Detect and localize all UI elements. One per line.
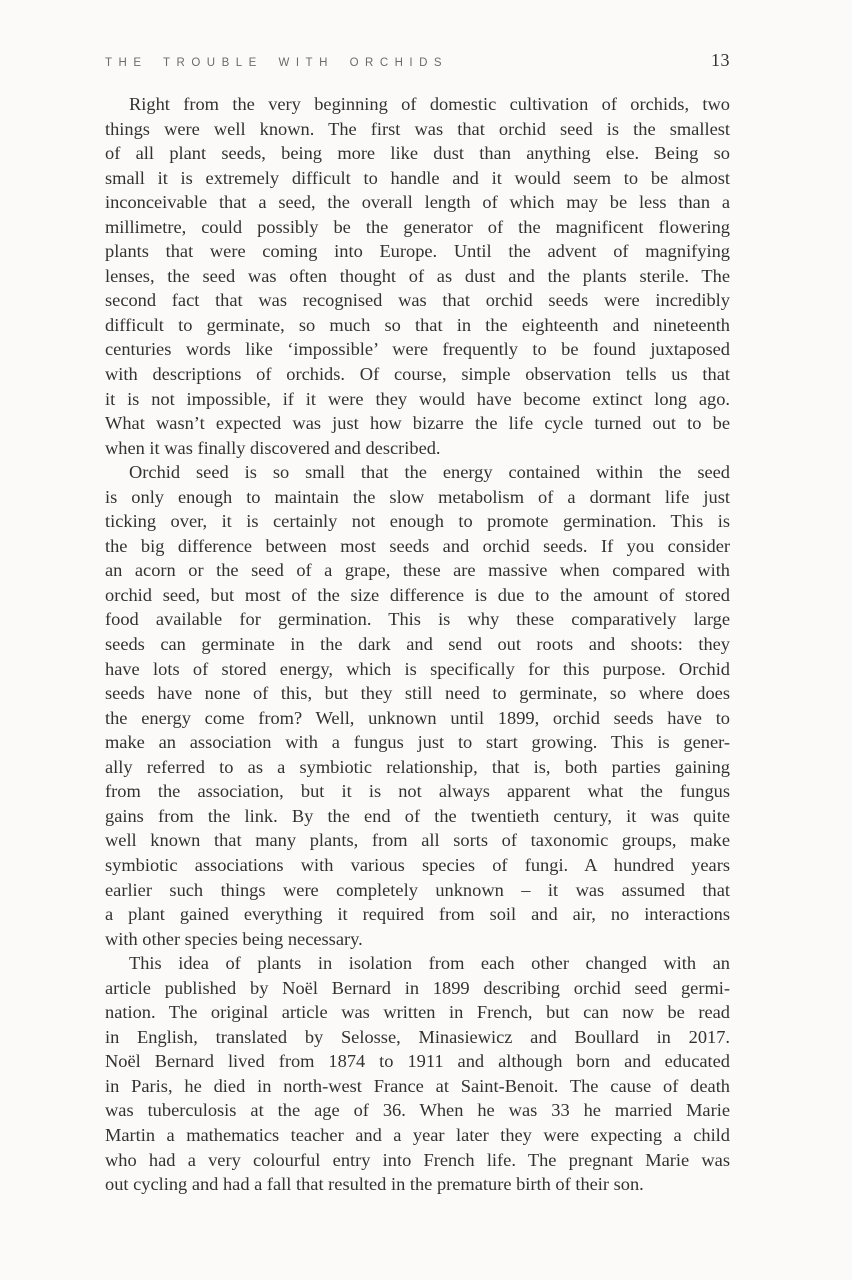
text-line: What wasn’t expected was just how bizarre the life cycle turned out to be — [105, 413, 730, 434]
text-line: seeds can germinate in the dark and send out roots and shoots: they — [105, 634, 730, 655]
page-number: 13 — [711, 50, 730, 70]
text-line: from the association, but it is not always apparent what the fungus — [105, 781, 730, 802]
text-line: with other species being necessary. — [105, 928, 363, 949]
text-line: nation. The original article was written in French, but can now be read — [105, 1002, 730, 1023]
text-line: food available for germination. This is why these comparatively large — [105, 609, 730, 630]
text-line: when it was finally discovered and described. — [105, 437, 441, 458]
text-line: in Paris, he died in north-west France at Saint-Benoit. The cause of death — [105, 1075, 730, 1096]
text-line: is only enough to maintain the slow metabolism of a dormant life just — [105, 486, 730, 507]
text-line: things were well known. The first was that orchid seed is the smallest — [105, 118, 730, 139]
text-line: difficult to germinate, so much so that in the eighteenth and nineteenth — [105, 314, 730, 335]
text-line: the big difference between most seeds and orchid seeds. If you consider — [105, 535, 730, 556]
text-line: Right from the very beginning of domestic cultivation of orchids, two — [129, 94, 730, 114]
text-line: ticking over, it is certainly not enough to promote germination. This is — [105, 511, 730, 532]
text-line: Martin a mathematics teacher and a year later they were expecting a child — [105, 1124, 730, 1145]
text-line: in English, translated by Selosse, Minasiewicz and Boullard in 2017. — [105, 1026, 730, 1047]
text-line: inconceivable that a seed, the overall length of which may be less than a — [105, 192, 730, 213]
text-line: second fact that was recognised was that orchid seeds were incredibly — [105, 290, 730, 311]
text-line: centuries words like ‘impossible’ were frequently to be found juxtaposed — [105, 339, 730, 360]
text-line: a plant gained everything it required from soil and air, no interactions — [105, 904, 730, 925]
text-line: who had a very colourful entry into French life. The pregnant Marie was — [105, 1149, 730, 1170]
text-line: an acorn or the seed of a grape, these are massive when compared with — [105, 560, 730, 581]
text-line: make an association with a fungus just to start growing. This is gener- — [105, 732, 730, 753]
text-line: symbiotic associations with various species of fungi. A hundred years — [105, 854, 730, 875]
text-line: with descriptions of orchids. Of course, simple observation tells us that — [105, 364, 730, 385]
text-line: article published by Noël Bernard in 1899 describing orchid seed germi- — [105, 977, 730, 998]
text-line: millimetre, could possibly be the generator of the magnificent flowering — [105, 216, 730, 237]
text-line: small it is extremely difficult to handle and it would seem to be almost — [105, 167, 730, 188]
text-line: have lots of stored energy, which is specifically for this purpose. Orchid — [105, 658, 730, 679]
text-line: of all plant seeds, being more like dust than anything else. Being so — [105, 143, 730, 164]
text-line: ally referred to as a symbiotic relationship, that is, both parties gaining — [105, 756, 730, 777]
running-header-row — [105, 50, 730, 71]
text-line: out cycling and had a fall that resulted in the premature birth of their son. — [105, 1174, 644, 1195]
text-line: plants that were coming into Europe. Until the advent of magnifying — [105, 241, 730, 262]
text-line: Orchid seed is so small that the energy contained within the seed — [129, 462, 730, 483]
text-line: This idea of plants in isolation from each other changed with an — [129, 953, 730, 974]
text-line: seeds have none of this, but they still need to germinate, so where does — [105, 683, 730, 704]
page-body — [105, 92, 730, 1197]
text-line: was tuberculosis at the age of 36. When he was 33 he married Marie — [105, 1100, 730, 1121]
text-line: earlier such things were completely unknown – it was assumed that — [105, 879, 730, 900]
text-line: orchid seed, but most of the size difference is due to the amount of stored — [105, 584, 730, 605]
text-line: Noël Bernard lived from 1874 to 1911 and although born and educated — [105, 1051, 730, 1072]
running-header: THE TROUBLE WITH ORCHIDS — [105, 57, 449, 69]
text-line: it is not impossible, if it were they would have become extinct long ago. — [105, 388, 730, 409]
text-line: the energy come from? Well, unknown until 1899, orchid seeds have to — [105, 707, 730, 728]
text-line: well known that many plants, from all sorts of taxonomic groups, make — [105, 830, 730, 851]
text-line: lenses, the seed was often thought of as dust and the plants sterile. The — [105, 265, 730, 286]
text-line: gains from the link. By the end of the twentieth century, it was quite — [105, 805, 730, 826]
